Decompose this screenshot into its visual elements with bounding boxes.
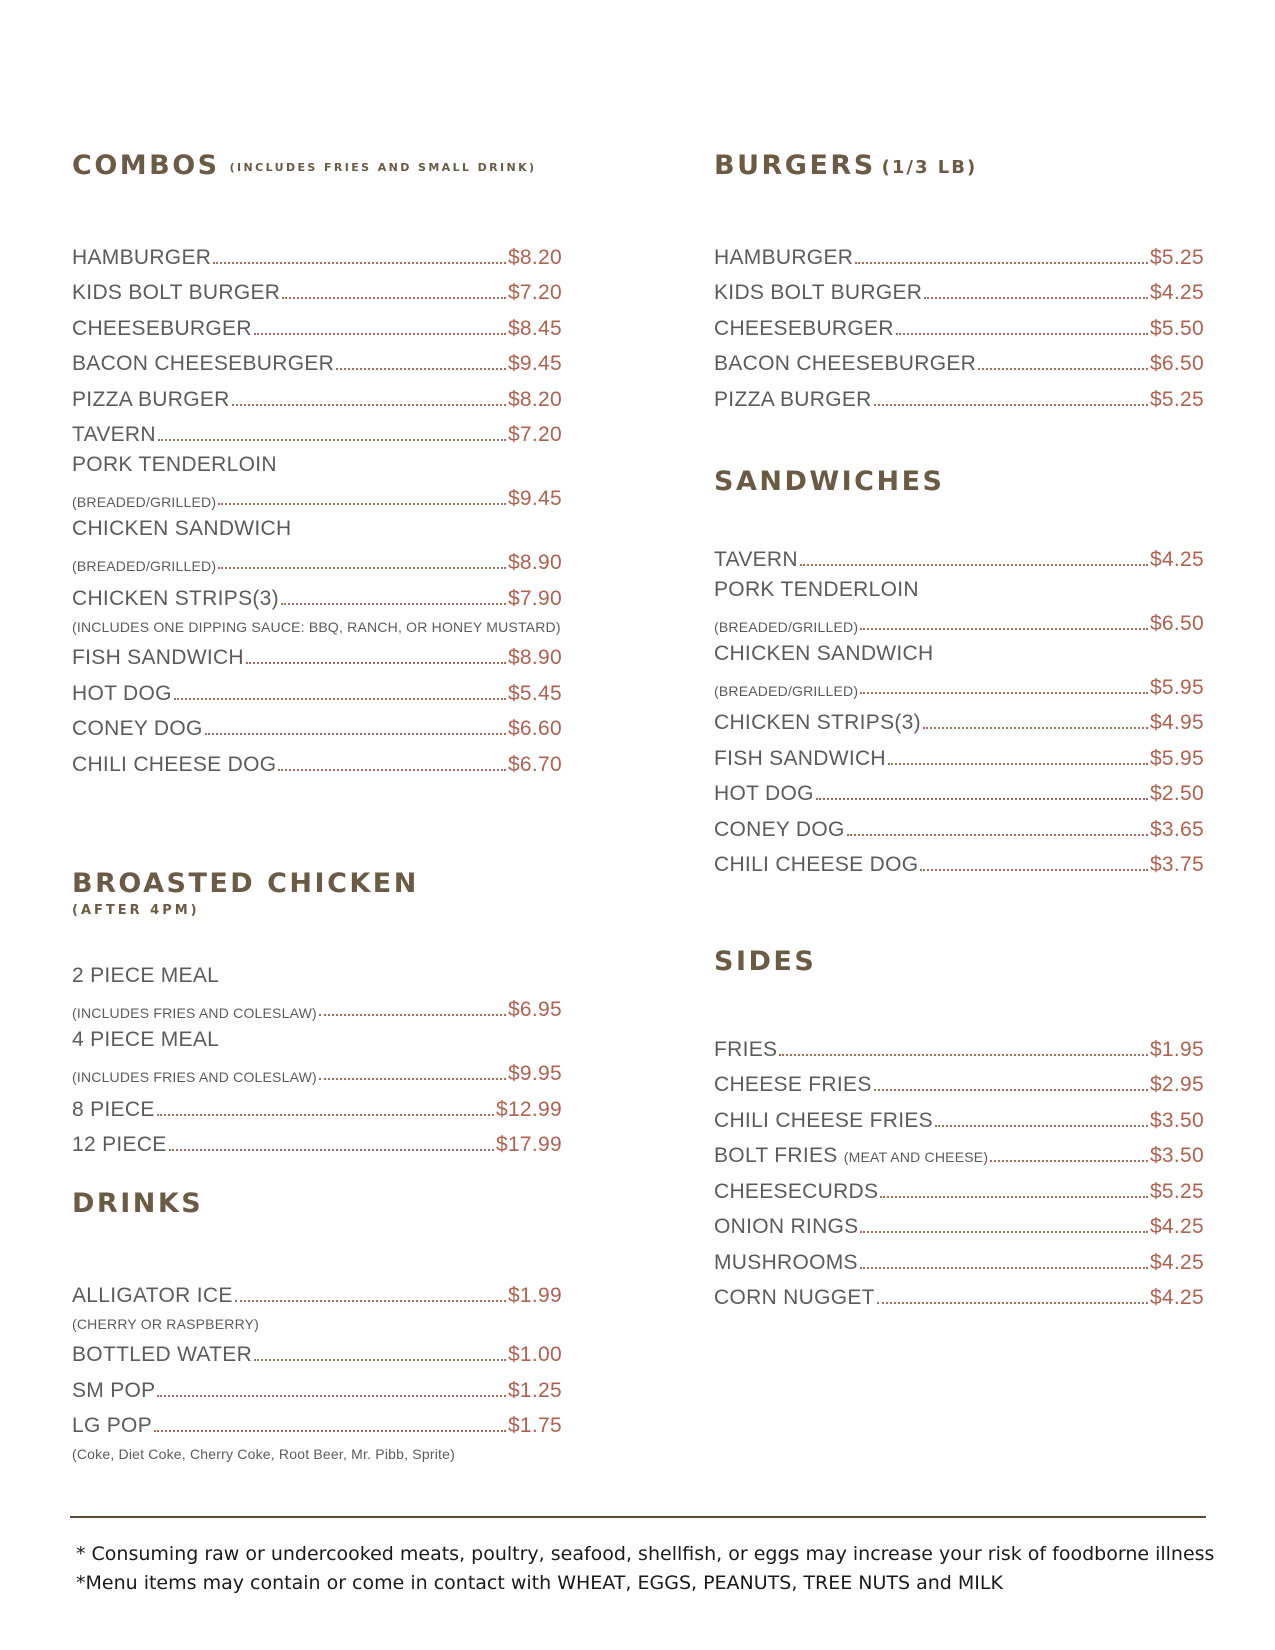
dot-leader — [281, 603, 506, 605]
menu-item-row — [72, 1052, 562, 1086]
menu-item-row — [714, 1239, 1204, 1275]
menu-item — [714, 806, 1204, 842]
menu-item-name — [714, 352, 976, 376]
footer-line-raw-food-warning: * Consuming raw or undercooked meats, poultry, seafood, shellfish, or eggs may increase your risk of foodborne illness — [76, 1543, 1215, 1565]
burgers-section — [714, 150, 1204, 181]
menu-item-label: CONEY DOG — [72, 717, 203, 740]
dot-leader — [213, 262, 506, 264]
menu-item-name — [714, 1251, 858, 1275]
dot-leader — [860, 692, 1148, 694]
menu-item-name: PORK TENDERLOIN — [72, 453, 277, 476]
dot-leader — [319, 1014, 506, 1016]
menu-item-label: BOTTLED WATER — [72, 1343, 253, 1366]
dot-leader — [282, 297, 506, 299]
menu-item — [714, 1239, 1204, 1275]
menu-item-label: CHICKEN STRIPS(3) — [72, 586, 279, 610]
dot-leader — [157, 1395, 505, 1397]
menu-item-price: $12.99 — [495, 1097, 562, 1121]
drinks-section — [72, 1188, 562, 1219]
menu-item-label: CHEESEBURGER — [714, 316, 894, 340]
menu-item-row — [714, 376, 1204, 412]
menu-item — [714, 1097, 1204, 1133]
menu-item-name — [714, 711, 921, 735]
menu-item-price: $1.25 — [507, 1378, 562, 1402]
menu-item-price: $5.95 — [1149, 675, 1204, 699]
combos-list — [72, 234, 562, 777]
menu-item — [714, 341, 1204, 377]
menu-item-row — [72, 575, 562, 611]
menu-item-price: $5.95 — [1149, 746, 1204, 770]
menu-item-price: $3.65 — [1149, 817, 1204, 841]
combos-title: COMBOS — [72, 150, 220, 181]
menu-item-row — [714, 341, 1204, 377]
dot-leader — [920, 869, 1148, 871]
menu-item-name — [72, 717, 203, 741]
menu-item-price: $8.90 — [507, 646, 562, 669]
menu-item — [714, 270, 1204, 306]
menu-item-label: BACON CHEESEBURGER — [72, 352, 335, 375]
menu-item-price: $1.99 — [507, 1283, 562, 1307]
sides-list — [714, 1026, 1204, 1310]
menu-item-label: 8 PIECE — [72, 1097, 155, 1121]
menu-item-note: (CHERRY OR RASPBERRY) — [72, 1315, 260, 1332]
menu-item-row — [72, 1367, 562, 1403]
menu-item-row — [72, 270, 562, 306]
menu-item-row — [714, 1168, 1204, 1204]
menu-item — [714, 1133, 1204, 1169]
menu-item-label: SM POP — [72, 1378, 156, 1402]
menu-item-label: CHILI CHEESE DOG — [714, 853, 919, 876]
menu-item-price: $5.25 — [1149, 387, 1204, 411]
menu-item-name — [72, 317, 252, 341]
dot-leader — [877, 1302, 1148, 1304]
menu-item-price: $4.25 — [1149, 281, 1204, 304]
menu-item-label: HAMBURGER — [714, 245, 854, 269]
menu-item-label: 12 PIECE — [72, 1133, 167, 1156]
menu-item-row — [714, 1026, 1204, 1062]
dot-leader — [923, 727, 1148, 729]
menu-item — [72, 305, 562, 341]
burgers-title: BURGERS — [714, 150, 876, 181]
menu-item-name — [72, 1379, 155, 1403]
menu-item-row — [72, 1332, 562, 1368]
menu-item-price: $4.25 — [1149, 1250, 1204, 1274]
menu-item-name: 2 PIECE MEAL — [72, 964, 220, 987]
menu-item-name — [714, 388, 872, 412]
menu-item-sub: (BREADED/GRILLED) — [72, 494, 217, 510]
menu-item-row — [714, 666, 1204, 700]
menu-item-label: MUSHROOMS — [714, 1250, 858, 1274]
menu-item — [72, 412, 562, 448]
dot-leader — [246, 662, 506, 664]
menu-item-row — [714, 305, 1204, 341]
menu-item-name: PORK TENDERLOIN — [714, 577, 919, 601]
menu-item — [714, 572, 1204, 636]
menu-item-note: (Coke, Diet Coke, Cherry Coke, Root Beer, Mr. Pibb, Sprite) — [72, 1446, 455, 1462]
dot-leader — [319, 1078, 506, 1080]
menu-item-label: FISH SANDWICH — [72, 646, 244, 669]
combos-note: (INCLUDES FRIES AND SMALL DRINK) — [229, 161, 537, 174]
menu-item-name: CHICKEN SANDWICH — [714, 641, 934, 665]
menu-item-row — [72, 341, 562, 377]
menu-item-row — [714, 771, 1204, 807]
menu-item-price: $6.60 — [507, 717, 562, 740]
menu-item-price: $6.95 — [507, 998, 562, 1021]
sandwiches-list — [714, 536, 1204, 877]
dot-leader — [847, 834, 1148, 836]
menu-item — [72, 376, 562, 412]
dot-leader — [157, 1114, 494, 1116]
dot-leader — [935, 1125, 1148, 1127]
menu-item-price: $5.50 — [1149, 316, 1204, 340]
menu-item-label: ALLIGATOR ICE — [72, 1283, 233, 1307]
menu-item-price: $8.20 — [507, 245, 562, 269]
dot-leader — [254, 333, 506, 335]
menu-item-label: KIDS BOLT BURGER — [72, 281, 281, 304]
dot-leader — [205, 733, 506, 735]
menu-item — [72, 635, 562, 671]
menu-item-price: $3.75 — [1149, 853, 1204, 876]
menu-item-row — [714, 536, 1204, 572]
dot-leader — [888, 763, 1148, 765]
menu-item-sub: (BREADED/GRILLED) — [714, 618, 859, 635]
menu-item — [72, 741, 562, 777]
menu-item-row — [72, 376, 562, 412]
menu-item — [72, 1122, 562, 1158]
menu-item-name — [714, 246, 853, 270]
menu-item-row — [72, 305, 562, 341]
dot-leader — [336, 368, 506, 370]
menu-item — [714, 1275, 1204, 1311]
menu-item — [72, 270, 562, 306]
menu-item-row — [714, 806, 1204, 842]
menu-item — [72, 706, 562, 742]
menu-item-detail: (MEAT AND CHEESE) — [843, 1149, 989, 1165]
dot-leader — [855, 262, 1148, 264]
menu-item-name — [72, 1284, 233, 1308]
menu-item-label: CORN NUGGET — [714, 1286, 875, 1309]
menu-item-row — [714, 234, 1204, 270]
menu-item-label: CHEESECURDS — [714, 1179, 879, 1203]
menu-item-name — [72, 246, 211, 270]
menu-item-name — [72, 753, 276, 777]
dot-leader — [254, 1359, 506, 1361]
menu-item-label: FRIES — [714, 1037, 778, 1061]
menu-item-price: $2.50 — [1149, 782, 1204, 805]
menu-item-label: BOLT FRIES — [714, 1144, 838, 1167]
menu-item — [72, 511, 562, 575]
menu-item-name — [714, 1215, 858, 1239]
broasted-list — [72, 958, 562, 1157]
menu-item-row — [72, 412, 562, 448]
dot-leader — [232, 404, 506, 406]
menu-item-name — [72, 646, 244, 670]
menu-item — [714, 700, 1204, 736]
menu-item-price: $5.45 — [507, 681, 562, 705]
menu-item — [714, 234, 1204, 270]
menu-item-name — [714, 1073, 872, 1097]
menu-item-row — [714, 1275, 1204, 1311]
menu-item-name — [72, 682, 172, 706]
menu-item-price: $9.95 — [507, 1062, 562, 1085]
dot-leader — [896, 333, 1148, 335]
menu-item — [714, 1062, 1204, 1098]
menu-item-label: FISH SANDWICH — [714, 746, 886, 770]
broasted-section — [72, 868, 562, 918]
menu-item-row — [714, 1133, 1204, 1169]
dot-leader — [860, 1267, 1148, 1269]
footer-line-allergen-warning: *Menu items may contain or come in contact with WHEAT, EGGS, PEANUTS, TREE NUTS and MILK — [76, 1572, 1003, 1594]
menu-item-name: CHICKEN SANDWICH — [72, 517, 292, 540]
menu-item-label: PIZZA BURGER — [714, 387, 872, 411]
menu-item-row — [72, 635, 562, 671]
menu-item-price: $4.95 — [1149, 711, 1204, 734]
dot-leader — [169, 1149, 494, 1151]
menu-item-name: 4 PIECE MEAL — [72, 1028, 220, 1051]
menu-item-label: HOT DOG — [72, 681, 172, 705]
menu-item-name — [714, 281, 922, 305]
menu-item — [714, 1204, 1204, 1240]
menu-item — [72, 958, 562, 1022]
menu-item-row — [714, 842, 1204, 878]
menu-item-name — [714, 747, 886, 771]
sandwiches-heading: SANDWICHES — [714, 466, 945, 497]
menu-item-price: $9.45 — [507, 487, 562, 510]
dot-leader — [235, 1300, 506, 1302]
menu-item — [714, 735, 1204, 771]
menu-item — [714, 1168, 1204, 1204]
menu-item-name — [714, 1180, 878, 1204]
menu-item — [72, 1367, 562, 1403]
dot-leader — [154, 1430, 506, 1432]
menu-item-row — [714, 700, 1204, 736]
menu-item — [714, 536, 1204, 572]
menu-item-sub: (INCLUDES FRIES AND COLESLAW) — [72, 1069, 317, 1085]
menu-item-price: $4.25 — [1149, 547, 1204, 571]
menu-item-name — [72, 1133, 167, 1157]
menu-item-label: CHILI CHEESE FRIES — [714, 1108, 933, 1132]
menu-item-price: $7.20 — [507, 281, 562, 304]
sandwiches-section — [714, 466, 1204, 497]
menu-item — [72, 1403, 562, 1463]
broasted-heading: BROASTED CHICKEN — [72, 868, 419, 899]
menu-item-price: $2.95 — [1149, 1073, 1204, 1096]
menu-item-row — [72, 1272, 562, 1308]
menu-item-price: $1.75 — [507, 1414, 562, 1437]
menu-item-name — [72, 352, 334, 376]
menu-item-row — [714, 1097, 1204, 1133]
dot-leader — [874, 1089, 1148, 1091]
menu-item-label: HAMBURGER — [72, 245, 212, 269]
menu-item-label: ONION RINGS — [714, 1215, 859, 1238]
combos-section — [72, 150, 562, 181]
menu-item-label: PIZZA BURGER — [72, 387, 230, 411]
drinks-heading: DRINKS — [72, 1188, 204, 1219]
menu-item-label: HOT DOG — [714, 782, 814, 805]
dot-leader — [990, 1160, 1148, 1162]
menu-item-row — [72, 1403, 562, 1439]
menu-item-label: LG POP — [72, 1414, 152, 1437]
menu-item — [714, 376, 1204, 412]
menu-item-name — [714, 853, 918, 877]
menu-item — [72, 670, 562, 706]
menu-item-name — [714, 1144, 988, 1168]
burgers-note: (1/3 LB) — [881, 157, 978, 178]
menu-item-row — [72, 541, 562, 575]
dot-leader — [158, 439, 506, 441]
menu-item — [72, 447, 562, 511]
menu-item-name — [72, 1414, 152, 1438]
menu-item-name — [714, 317, 894, 341]
menu-item — [72, 1272, 562, 1332]
menu-item-row — [714, 270, 1204, 306]
dot-leader — [816, 798, 1148, 800]
dot-leader — [880, 1196, 1148, 1198]
menu-item-name — [72, 1098, 155, 1122]
menu-item-name — [714, 818, 845, 842]
menu-item-price: $8.45 — [507, 316, 562, 340]
menu-item-price: $6.70 — [507, 752, 562, 776]
menu-item-name — [714, 782, 814, 806]
menu-item-price: $9.45 — [507, 352, 562, 375]
menu-item-row — [714, 1204, 1204, 1240]
menu-item-name — [72, 388, 230, 412]
menu-item-row — [72, 234, 562, 270]
menu-item — [72, 341, 562, 377]
menu-item-label: CHICKEN STRIPS(3) — [714, 711, 921, 734]
menu-item-price: $8.90 — [507, 551, 562, 574]
menu-item-price: $17.99 — [495, 1133, 562, 1156]
menu-item — [72, 234, 562, 270]
menu-item-price: $7.90 — [507, 586, 562, 610]
dot-leader — [978, 368, 1148, 370]
dot-leader — [874, 404, 1148, 406]
menu-item-name — [714, 1286, 875, 1310]
menu-item-row — [72, 1086, 562, 1122]
broasted-note: (AFTER 4PM) — [72, 903, 200, 918]
menu-item-price: $1.95 — [1149, 1037, 1204, 1061]
burgers-heading — [714, 150, 1204, 181]
menu-item-price: $4.25 — [1149, 1215, 1204, 1238]
menu-item-name — [72, 1343, 252, 1367]
menu-item-label: CONEY DOG — [714, 817, 845, 841]
menu-item-label: CHEESEBURGER — [72, 316, 252, 340]
menu-item-row — [714, 602, 1204, 636]
dot-leader — [924, 297, 1148, 299]
menu-item-row — [72, 706, 562, 742]
menu-item — [714, 636, 1204, 700]
menu-item-sub: (INCLUDES FRIES AND COLESLAW) — [72, 1005, 317, 1021]
menu-item-price: $8.20 — [507, 387, 562, 411]
menu-item-note: (INCLUDES ONE DIPPING SAUCE: BBQ, RANCH, OR HONEY MUSTARD) — [72, 618, 561, 635]
menu-item-label: CHILI CHEESE DOG — [72, 752, 277, 776]
menu-item-price: $5.25 — [1149, 245, 1204, 269]
menu-item-row — [72, 1122, 562, 1158]
dot-leader — [218, 567, 506, 569]
dot-leader — [174, 698, 506, 700]
menu-item-price: $4.25 — [1149, 1286, 1204, 1309]
dot-leader — [278, 769, 506, 771]
dot-leader — [218, 503, 506, 505]
footer-disclaimer — [76, 1540, 1214, 1598]
menu-item — [72, 1022, 562, 1086]
footer-divider — [70, 1516, 1206, 1518]
dot-leader — [800, 564, 1148, 566]
menu-item-name — [72, 587, 279, 611]
menu-item-price: $5.25 — [1149, 1179, 1204, 1203]
menu-item-price: $3.50 — [1149, 1108, 1204, 1132]
menu-item-row — [72, 741, 562, 777]
menu-item — [72, 1086, 562, 1122]
menu-item — [72, 1332, 562, 1368]
dot-leader — [779, 1054, 1148, 1056]
menu-item-name — [714, 1038, 777, 1062]
menu-item — [714, 842, 1204, 878]
menu-item-sub: (BREADED/GRILLED) — [714, 682, 859, 699]
menu-item-label: CHEESE FRIES — [714, 1073, 872, 1096]
menu-item-name — [72, 423, 156, 447]
burgers-list — [714, 234, 1204, 412]
menu-item-price: $3.50 — [1149, 1144, 1204, 1167]
menu-item-row — [714, 735, 1204, 771]
menu-item-label: TAVERN — [714, 547, 798, 571]
menu-item-label: KIDS BOLT BURGER — [714, 281, 923, 304]
menu-item-price: $6.50 — [1149, 352, 1204, 375]
menu-item-label: TAVERN — [72, 423, 156, 446]
menu-item-row — [72, 670, 562, 706]
menu-item-label: BACON CHEESEBURGER — [714, 352, 977, 375]
dot-leader — [860, 628, 1148, 630]
menu-item-row — [714, 1062, 1204, 1098]
menu-item-price: $6.50 — [1149, 611, 1204, 635]
menu-item-row — [72, 988, 562, 1022]
sides-section — [714, 946, 1204, 977]
menu-item-name — [714, 548, 798, 572]
menu-item-row — [72, 477, 562, 511]
combos-heading — [72, 150, 562, 181]
menu-item-price: $1.00 — [507, 1343, 562, 1366]
menu-item — [72, 575, 562, 635]
menu-item — [714, 1026, 1204, 1062]
menu-item — [714, 771, 1204, 807]
sides-heading: SIDES — [714, 946, 817, 977]
menu-item — [714, 305, 1204, 341]
drinks-list — [72, 1272, 562, 1462]
menu-item-sub: (BREADED/GRILLED) — [72, 558, 217, 574]
menu-item-price: $7.20 — [507, 423, 562, 446]
menu-item-name — [714, 1109, 933, 1133]
dot-leader — [860, 1231, 1147, 1233]
menu-item-name — [72, 281, 280, 305]
